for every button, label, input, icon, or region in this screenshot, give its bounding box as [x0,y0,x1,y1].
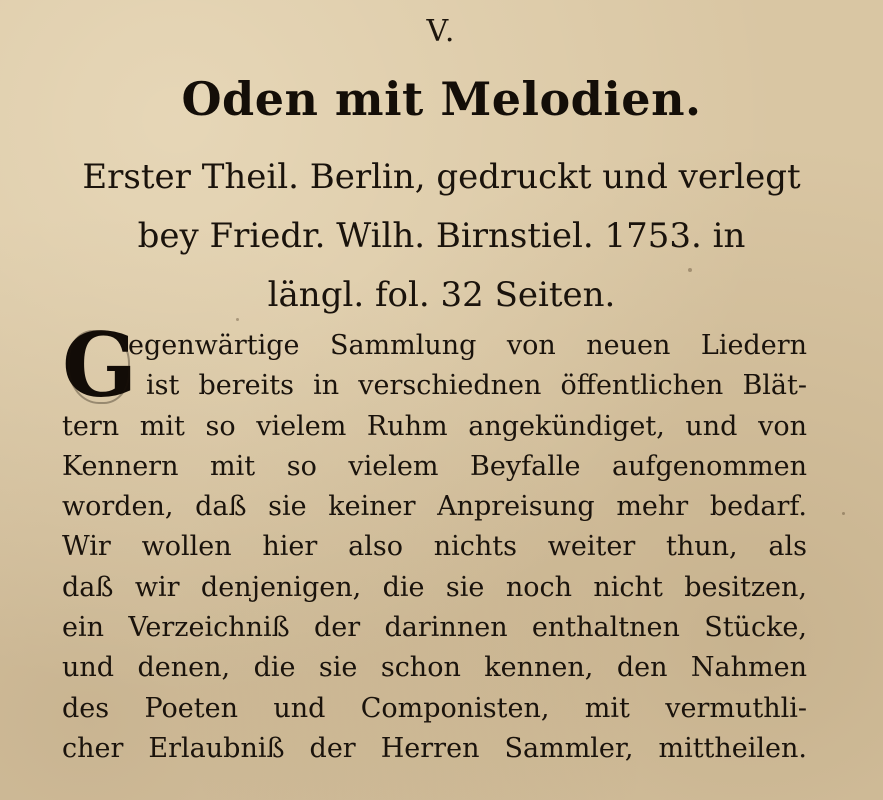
publication-line: Erster Theil. Berlin, gedruckt und verlegt [82,157,801,197]
paragraph-line: und denen, die sie schon kennen, den Nahmen [62,652,807,684]
paragraph-line: ist bereits in verschiednen öffentlichen Blät- [146,370,807,402]
publication-line: längl. fol. 32 Seiten. [267,275,616,315]
drop-cap-initial: G [62,313,138,417]
paragraph-line: Wir wollen hier also nichts weiter thun, als [62,531,807,563]
paper-speck [842,512,845,515]
section-number: V. [426,14,457,49]
paper-speck [236,318,239,321]
paragraph-line: daß wir denjenigen, die sie noch nicht besitzen, [62,571,807,603]
publication-line: bey Friedr. Wilh. Birnstiel. 1753. in [137,216,746,256]
paragraph-line: egenwärtige Sammlung von neuen Liedern [128,330,807,361]
paragraph-line: cher Erlaubniß der Herren Sammler, mittheilen. [62,732,807,764]
body-paragraph [62,326,807,769]
paragraph-line: ein Verzeichniß der darinnen enthaltnen Stücke, [62,612,807,644]
paper-speck [688,268,692,272]
paragraph-line: Kennern mit so vielem Beyfalle aufgenommen [62,450,807,482]
paragraph-line: des Poeten und Componisten, mit vermuthli- [62,692,807,724]
paragraph-line: worden, daß sie keiner Anpreisung mehr bedarf. [62,491,807,523]
publication-details [40,148,843,325]
page-title: Oden mit Melodien. [181,72,702,126]
paragraph-line: tern mit so vielem Ruhm angekündiget, und von [62,410,807,442]
